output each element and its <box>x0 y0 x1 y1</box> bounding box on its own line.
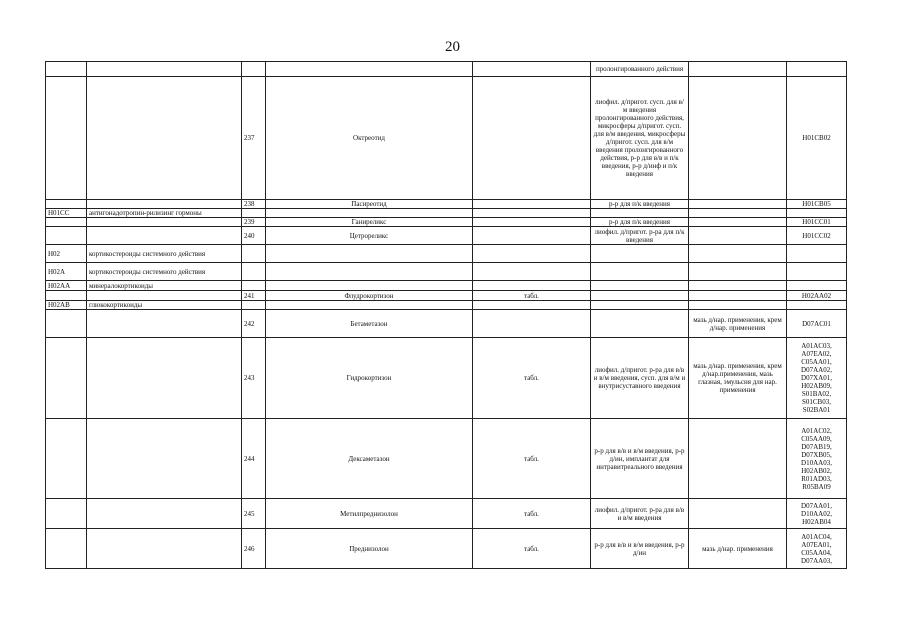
table-row <box>46 338 847 419</box>
drug-name <box>266 209 473 218</box>
atc-group-code <box>46 419 87 499</box>
table-row <box>46 529 847 569</box>
row-number <box>242 62 266 77</box>
oral-form <box>473 301 591 310</box>
external-form <box>689 291 787 301</box>
table-row <box>46 200 847 209</box>
atc-group-code <box>46 227 87 245</box>
atc-group-name <box>87 218 242 227</box>
atc-group-name: кортикостероиды системного действия <box>87 245 242 263</box>
external-form <box>689 209 787 218</box>
oral-form <box>473 200 591 209</box>
row-number: 240 <box>242 227 266 245</box>
drug-name <box>266 301 473 310</box>
row-number: 238 <box>242 200 266 209</box>
drug-name: Преднизолон <box>266 529 473 569</box>
atc-group-name <box>87 62 242 77</box>
table-body <box>46 62 847 569</box>
oral-form <box>473 263 591 281</box>
atc-code: D07AC01 <box>787 310 847 338</box>
page-number: 20 <box>445 39 460 55</box>
injection-form <box>591 291 689 301</box>
atc-code: A01AC02, C05AA09, D07AB19, D07XB05, D10AA03, H02AB02, R01AD03, R05BA09 <box>787 419 847 499</box>
external-form <box>689 263 787 281</box>
table-row <box>46 281 847 291</box>
table-row <box>46 291 847 301</box>
row-number: 242 <box>242 310 266 338</box>
injection-form <box>591 301 689 310</box>
atc-group-code: H02 <box>46 245 87 263</box>
table-row <box>46 310 847 338</box>
injection-form <box>591 310 689 338</box>
atc-code <box>787 209 847 218</box>
injection-form: лиофил. д/пригот. сусп. для в/м введения пролонгированного действия, микросферы д/пригот. сусп. для в/м введения, микросферы д/пригот. сусп. для в/м введения пролонгированного действия, р-р для в/в и п/к введения, р-р д/инф и п/к введения <box>591 77 689 200</box>
external-form <box>689 499 787 529</box>
atc-code <box>787 62 847 77</box>
atc-group-name <box>87 499 242 529</box>
atc-group-name: кортикостероиды системного действия <box>87 263 242 281</box>
oral-form <box>473 281 591 291</box>
oral-form: табл. <box>473 529 591 569</box>
atc-group-name: антигонадотропин-рилизинг гормоны <box>87 209 242 218</box>
oral-form: табл. <box>473 419 591 499</box>
table-row <box>46 301 847 310</box>
external-form <box>689 218 787 227</box>
atc-group-code <box>46 200 87 209</box>
injection-form: р-р для в/в и в/м введения, р-р д/ин <box>591 529 689 569</box>
injection-form: р-р для п/к введения <box>591 200 689 209</box>
drug-name: Октреотид <box>266 77 473 200</box>
oral-form: табл. <box>473 338 591 419</box>
oral-form <box>473 77 591 200</box>
table-row <box>46 263 847 281</box>
table-row <box>46 209 847 218</box>
row-number: 241 <box>242 291 266 301</box>
injection-form: лиофил. д/пригот. р-ра для в/в и в/м введения <box>591 499 689 529</box>
external-form <box>689 245 787 263</box>
atc-group-name <box>87 529 242 569</box>
drug-name <box>266 263 473 281</box>
drug-name: Дексаметазон <box>266 419 473 499</box>
injection-form: лиофил. д/пригот. р-ра для п/к введения <box>591 227 689 245</box>
row-number: 246 <box>242 529 266 569</box>
row-number <box>242 263 266 281</box>
atc-group-code <box>46 499 87 529</box>
atc-code: A01AC04, A07EA01, C05AA04, D07AA03, <box>787 529 847 569</box>
atc-code: H01CC02 <box>787 227 847 245</box>
atc-group-name <box>87 338 242 419</box>
atc-group-code <box>46 291 87 301</box>
atc-group-code <box>46 62 87 77</box>
oral-form <box>473 209 591 218</box>
external-form <box>689 227 787 245</box>
atc-code <box>787 245 847 263</box>
drug-name <box>266 281 473 291</box>
atc-group-name: глюкокортикоиды <box>87 301 242 310</box>
row-number: 243 <box>242 338 266 419</box>
row-number: 239 <box>242 218 266 227</box>
drug-name: Метилпреднизолон <box>266 499 473 529</box>
injection-form: р-р для в/в и в/м введения, р-р д/ин, имплантат для интравитреального введения <box>591 419 689 499</box>
table-row <box>46 227 847 245</box>
oral-form <box>473 62 591 77</box>
atc-code: H01CB02 <box>787 77 847 200</box>
atc-code: H01CB05 <box>787 200 847 209</box>
drug-name: Цетрореликс <box>266 227 473 245</box>
table-row <box>46 499 847 529</box>
drug-name: Бетаметазон <box>266 310 473 338</box>
atc-group-name <box>87 291 242 301</box>
table-row <box>46 419 847 499</box>
oral-form <box>473 310 591 338</box>
row-number: 237 <box>242 77 266 200</box>
external-form: мазь д/нар. применения <box>689 529 787 569</box>
atc-code <box>787 263 847 281</box>
injection-form <box>591 281 689 291</box>
atc-code: H01CC01 <box>787 218 847 227</box>
external-form <box>689 281 787 291</box>
drug-list-table <box>45 61 847 569</box>
table-row <box>46 77 847 200</box>
row-number <box>242 209 266 218</box>
atc-group-name <box>87 200 242 209</box>
external-form <box>689 419 787 499</box>
row-number <box>242 281 266 291</box>
external-form <box>689 301 787 310</box>
injection-form: р-р для п/к введения <box>591 218 689 227</box>
atc-group-code <box>46 529 87 569</box>
atc-group-name: минералокортикоиды <box>87 281 242 291</box>
oral-form: табл. <box>473 291 591 301</box>
injection-form <box>591 209 689 218</box>
drug-name: Гидрокортизон <box>266 338 473 419</box>
atc-group-code: H01CC <box>46 209 87 218</box>
atc-code: A01AC03, A07EA02, C05AA01, D07AA02, D07XA01, H02AB09, S01BA02, S01CB03, S02BA01 <box>787 338 847 419</box>
drug-name: Ганиреликс <box>266 218 473 227</box>
atc-group-code <box>46 218 87 227</box>
drug-name: Пасиреотид <box>266 200 473 209</box>
atc-group-code <box>46 77 87 200</box>
atc-group-code: H02AA <box>46 281 87 291</box>
injection-form <box>591 245 689 263</box>
external-form: мазь д/нар. применения, крем д/нар.применения, мазь глазная, эмульсия для нар. применения <box>689 338 787 419</box>
atc-group-name <box>87 77 242 200</box>
oral-form: табл. <box>473 499 591 529</box>
atc-code: H02AA02 <box>787 291 847 301</box>
oral-form <box>473 245 591 263</box>
atc-group-code: H02AB <box>46 301 87 310</box>
drug-name <box>266 245 473 263</box>
atc-group-code <box>46 310 87 338</box>
drug-name: Флудрокортизон <box>266 291 473 301</box>
atc-code <box>787 301 847 310</box>
table-row <box>46 245 847 263</box>
injection-form: лиофил. д/пригот. р-ра для в/в и в/м введения, сусп. для в/м и внутрисуставного введения <box>591 338 689 419</box>
external-form <box>689 62 787 77</box>
oral-form <box>473 218 591 227</box>
atc-group-code: H02A <box>46 263 87 281</box>
table-row <box>46 62 847 77</box>
drug-name <box>266 62 473 77</box>
atc-group-name <box>87 227 242 245</box>
row-number: 244 <box>242 419 266 499</box>
external-form <box>689 77 787 200</box>
atc-code: D07AA01, D10AA02, H02AB04 <box>787 499 847 529</box>
injection-form: пролонгированного действия <box>591 62 689 77</box>
row-number <box>242 301 266 310</box>
row-number <box>242 245 266 263</box>
atc-group-name <box>87 419 242 499</box>
external-form <box>689 200 787 209</box>
atc-code <box>787 281 847 291</box>
row-number: 245 <box>242 499 266 529</box>
external-form: мазь д/нар. применения, крем д/нар. применения <box>689 310 787 338</box>
oral-form <box>473 227 591 245</box>
atc-group-code <box>46 338 87 419</box>
atc-group-name <box>87 310 242 338</box>
table-row <box>46 218 847 227</box>
injection-form <box>591 263 689 281</box>
